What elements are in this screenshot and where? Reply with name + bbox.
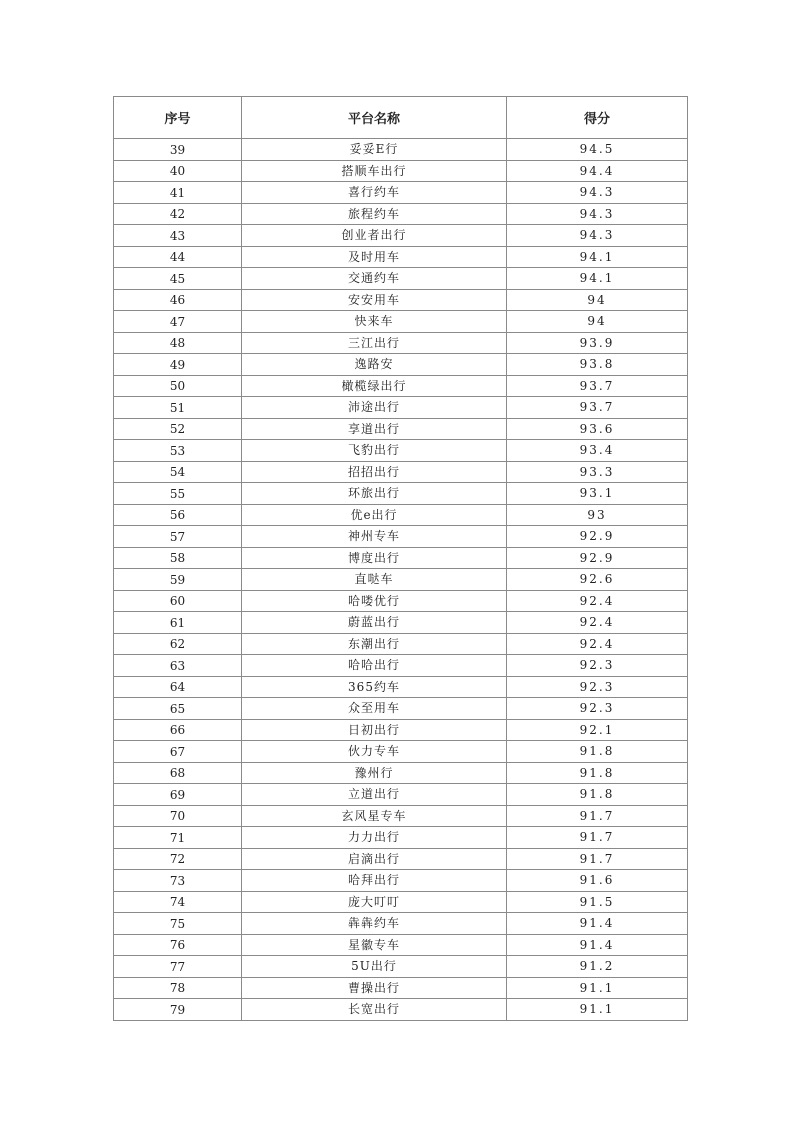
- serial-number-cell: 47: [114, 311, 242, 333]
- score-cell: 94.3: [507, 182, 688, 204]
- serial-number-cell: 79: [114, 999, 242, 1021]
- serial-number-cell: 60: [114, 590, 242, 612]
- table-row: [114, 934, 688, 956]
- serial-number-cell: 77: [114, 956, 242, 978]
- score-cell: 94.3: [507, 203, 688, 225]
- platform-name-cell: 享道出行: [242, 418, 507, 440]
- serial-number-cell: 44: [114, 246, 242, 268]
- score-cell: 94.5: [507, 139, 688, 161]
- header-score: 得分: [507, 97, 688, 139]
- table-row: [114, 440, 688, 462]
- serial-number-cell: 56: [114, 504, 242, 526]
- table-row: [114, 160, 688, 182]
- table-row: [114, 655, 688, 677]
- score-cell: 92.6: [507, 569, 688, 591]
- serial-number-cell: 71: [114, 827, 242, 849]
- platform-score-table: [113, 96, 688, 1021]
- platform-name-cell: 交通约车: [242, 268, 507, 290]
- platform-name-cell: 力力出行: [242, 827, 507, 849]
- serial-number-cell: 50: [114, 375, 242, 397]
- score-cell: 93.6: [507, 418, 688, 440]
- platform-name-cell: 哈哈出行: [242, 655, 507, 677]
- score-cell: 91.8: [507, 784, 688, 806]
- score-cell: 92.4: [507, 633, 688, 655]
- score-cell: 91.7: [507, 805, 688, 827]
- serial-number-cell: 57: [114, 526, 242, 548]
- score-cell: 93.8: [507, 354, 688, 376]
- table-header-row: [114, 97, 688, 139]
- serial-number-cell: 68: [114, 762, 242, 784]
- platform-name-cell: 橄榄绿出行: [242, 375, 507, 397]
- score-cell: 91.6: [507, 870, 688, 892]
- serial-number-cell: 53: [114, 440, 242, 462]
- serial-number-cell: 46: [114, 289, 242, 311]
- table-row: [114, 354, 688, 376]
- platform-name-cell: 哈喽优行: [242, 590, 507, 612]
- score-cell: 92.9: [507, 526, 688, 548]
- score-cell: 93.7: [507, 397, 688, 419]
- serial-number-cell: 59: [114, 569, 242, 591]
- platform-name-cell: 博度出行: [242, 547, 507, 569]
- table-row: [114, 182, 688, 204]
- table-row: [114, 977, 688, 999]
- platform-name-cell: 东潮出行: [242, 633, 507, 655]
- table-row: [114, 913, 688, 935]
- platform-name-cell: 庞大叮叮: [242, 891, 507, 913]
- platform-name-cell: 环旅出行: [242, 483, 507, 505]
- platform-name-cell: 哈拜出行: [242, 870, 507, 892]
- score-cell: 92.3: [507, 655, 688, 677]
- serial-number-cell: 51: [114, 397, 242, 419]
- serial-number-cell: 70: [114, 805, 242, 827]
- serial-number-cell: 66: [114, 719, 242, 741]
- table-row: [114, 569, 688, 591]
- table-row: [114, 311, 688, 333]
- serial-number-cell: 49: [114, 354, 242, 376]
- serial-number-cell: 48: [114, 332, 242, 354]
- platform-name-cell: 三江出行: [242, 332, 507, 354]
- platform-name-cell: 直哒车: [242, 569, 507, 591]
- score-cell: 91.8: [507, 741, 688, 763]
- serial-number-cell: 72: [114, 848, 242, 870]
- table-row: [114, 698, 688, 720]
- serial-number-cell: 41: [114, 182, 242, 204]
- serial-number-cell: 58: [114, 547, 242, 569]
- score-cell: 93: [507, 504, 688, 526]
- score-cell: 93.9: [507, 332, 688, 354]
- platform-name-cell: 飞豹出行: [242, 440, 507, 462]
- table-row: [114, 547, 688, 569]
- table-row: [114, 719, 688, 741]
- serial-number-cell: 67: [114, 741, 242, 763]
- table-row: [114, 891, 688, 913]
- table-row: [114, 741, 688, 763]
- platform-name-cell: 旅程约车: [242, 203, 507, 225]
- score-cell: 93.1: [507, 483, 688, 505]
- platform-name-cell: 伙力专车: [242, 741, 507, 763]
- platform-name-cell: 玄风星专车: [242, 805, 507, 827]
- serial-number-cell: 76: [114, 934, 242, 956]
- table-row: [114, 762, 688, 784]
- serial-number-cell: 55: [114, 483, 242, 505]
- platform-name-cell: 及时用车: [242, 246, 507, 268]
- score-cell: 94.3: [507, 225, 688, 247]
- platform-name-cell: 优e出行: [242, 504, 507, 526]
- serial-number-cell: 52: [114, 418, 242, 440]
- table-row: [114, 827, 688, 849]
- score-cell: 91.1: [507, 977, 688, 999]
- serial-number-cell: 75: [114, 913, 242, 935]
- table-row: [114, 526, 688, 548]
- platform-name-cell: 快来车: [242, 311, 507, 333]
- score-cell: 91.5: [507, 891, 688, 913]
- score-cell: 94.1: [507, 246, 688, 268]
- serial-number-cell: 39: [114, 139, 242, 161]
- serial-number-cell: 74: [114, 891, 242, 913]
- score-cell: 91.7: [507, 827, 688, 849]
- table-row: [114, 375, 688, 397]
- score-cell: 94: [507, 311, 688, 333]
- table-row: [114, 418, 688, 440]
- score-cell: 93.7: [507, 375, 688, 397]
- table-row: [114, 999, 688, 1021]
- score-cell: 92.3: [507, 676, 688, 698]
- table-row: [114, 676, 688, 698]
- table-row: [114, 633, 688, 655]
- platform-name-cell: 安安用车: [242, 289, 507, 311]
- serial-number-cell: 61: [114, 612, 242, 634]
- platform-name-cell: 犇犇约车: [242, 913, 507, 935]
- platform-name-cell: 招招出行: [242, 461, 507, 483]
- table-body: [114, 139, 688, 1021]
- table-row: [114, 332, 688, 354]
- table-row: [114, 289, 688, 311]
- serial-number-cell: 40: [114, 160, 242, 182]
- score-cell: 92.4: [507, 590, 688, 612]
- score-cell: 93.3: [507, 461, 688, 483]
- serial-number-cell: 64: [114, 676, 242, 698]
- table-row: [114, 246, 688, 268]
- serial-number-cell: 63: [114, 655, 242, 677]
- table-row: [114, 590, 688, 612]
- platform-name-cell: 星徽专车: [242, 934, 507, 956]
- score-cell: 93.4: [507, 440, 688, 462]
- platform-name-cell: 蔚蓝出行: [242, 612, 507, 634]
- table-row: [114, 848, 688, 870]
- table-row: [114, 461, 688, 483]
- score-cell: 92.1: [507, 719, 688, 741]
- table-row: [114, 203, 688, 225]
- platform-name-cell: 众至用车: [242, 698, 507, 720]
- platform-name-cell: 曹操出行: [242, 977, 507, 999]
- platform-name-cell: 逸路安: [242, 354, 507, 376]
- table-row: [114, 139, 688, 161]
- platform-name-cell: 豫州行: [242, 762, 507, 784]
- score-cell: 91.1: [507, 999, 688, 1021]
- score-cell: 91.8: [507, 762, 688, 784]
- platform-name-cell: 立道出行: [242, 784, 507, 806]
- serial-number-cell: 78: [114, 977, 242, 999]
- score-cell: 94: [507, 289, 688, 311]
- table-row: [114, 483, 688, 505]
- platform-name-cell: 日初出行: [242, 719, 507, 741]
- platform-name-cell: 启滴出行: [242, 848, 507, 870]
- platform-name-cell: 365约车: [242, 676, 507, 698]
- score-cell: 91.4: [507, 934, 688, 956]
- score-cell: 91.2: [507, 956, 688, 978]
- serial-number-cell: 45: [114, 268, 242, 290]
- table-row: [114, 870, 688, 892]
- score-cell: 91.7: [507, 848, 688, 870]
- platform-name-cell: 5U出行: [242, 956, 507, 978]
- table-row: [114, 612, 688, 634]
- platform-name-cell: 喜行约车: [242, 182, 507, 204]
- serial-number-cell: 73: [114, 870, 242, 892]
- score-cell: 94.4: [507, 160, 688, 182]
- table-row: [114, 268, 688, 290]
- table-row: [114, 225, 688, 247]
- table-row: [114, 805, 688, 827]
- platform-name-cell: 沛途出行: [242, 397, 507, 419]
- serial-number-cell: 42: [114, 203, 242, 225]
- header-serial-number: 序号: [114, 97, 242, 139]
- platform-name-cell: 妥妥E行: [242, 139, 507, 161]
- platform-name-cell: 创业者出行: [242, 225, 507, 247]
- table-row: [114, 504, 688, 526]
- score-cell: 92.3: [507, 698, 688, 720]
- platform-name-cell: 长宽出行: [242, 999, 507, 1021]
- score-cell: 92.9: [507, 547, 688, 569]
- table-row: [114, 956, 688, 978]
- serial-number-cell: 69: [114, 784, 242, 806]
- serial-number-cell: 62: [114, 633, 242, 655]
- platform-name-cell: 搭顺车出行: [242, 160, 507, 182]
- score-cell: 91.4: [507, 913, 688, 935]
- header-platform-name: 平台名称: [242, 97, 507, 139]
- score-cell: 94.1: [507, 268, 688, 290]
- table-row: [114, 397, 688, 419]
- serial-number-cell: 43: [114, 225, 242, 247]
- score-cell: 92.4: [507, 612, 688, 634]
- serial-number-cell: 65: [114, 698, 242, 720]
- serial-number-cell: 54: [114, 461, 242, 483]
- platform-name-cell: 神州专车: [242, 526, 507, 548]
- table-row: [114, 784, 688, 806]
